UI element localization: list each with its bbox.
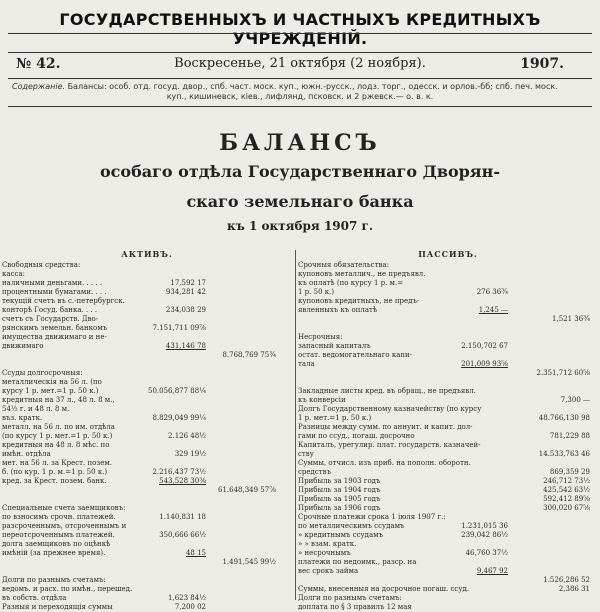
ledger-row-label: Свободныя средства: (2, 261, 81, 269)
ledger-row-label: по взносимъ срочн. платежей. (2, 513, 116, 521)
ledger-row-label: касса: (2, 270, 25, 278)
ledger-row-label: ведомъ. и расх. по имѣн., перешед. (2, 585, 133, 593)
ledger-row-total: 7,300 — (560, 396, 590, 404)
ledger-row (2, 540, 292, 549)
ledger-row-label: имѣн. отдѣла (2, 450, 51, 458)
ledger-row-label: металлическія на 56 л. (по (2, 378, 102, 386)
ledger-row (2, 342, 292, 351)
ledger-row (298, 378, 598, 387)
ledger-row-amount: 9,467 92 (476, 567, 508, 575)
ledger-row-label: Прибыль за 1905 годъ (298, 495, 381, 503)
ledger-row (2, 468, 292, 477)
ledger-row (298, 459, 598, 468)
ledger-row (298, 315, 598, 324)
ledger-row-label: ству (298, 450, 314, 458)
ledger-row (298, 360, 598, 369)
ledger-row (298, 441, 598, 450)
balance-subtitle-1: особаго отдѣла Государственнаго Дворян- (100, 162, 500, 181)
ledger-row (2, 594, 292, 603)
ledger-row-label: 54½ г. и 48 л. 8 м. (2, 405, 70, 413)
ledger-row-label: движимаго (2, 342, 44, 350)
contents-rule (8, 106, 592, 107)
ledger-row-amount: 431,146 78 (165, 342, 206, 350)
ledger-row (298, 486, 598, 495)
ledger-row (2, 477, 292, 486)
ledger-row (2, 270, 292, 279)
ledger-row (2, 333, 292, 342)
passiv-heading: ПАССИВЪ. (418, 249, 478, 259)
ledger-row-label: доплата по § 3 правилъ 12 мая (298, 603, 412, 611)
ledger-row (2, 279, 292, 288)
ledger-row-label: Суммы, внесенныя на досрочное погаш. ссуд. (298, 585, 469, 593)
ledger-row (298, 342, 598, 351)
aktiv-heading: АКТИВЪ. (121, 249, 173, 259)
ledger-row (298, 432, 598, 441)
ledger-row (298, 558, 598, 567)
contents-text-2: куп., кишиневск, кіев., лифлянд, псковск. и 2 ржевск.— о. в. к. (166, 92, 434, 101)
ledger-row (298, 513, 598, 522)
ledger-row (2, 378, 292, 387)
ledger-row (2, 459, 292, 468)
header-rule-top (8, 33, 592, 34)
balance-subtitle-2: скаго земельнаго банка (186, 192, 414, 211)
ledger-row (298, 306, 598, 315)
ledger-row-label: купоновъ металлич., не предъявл. (298, 270, 426, 278)
ledger-row (298, 468, 598, 477)
ledger-row (298, 279, 598, 288)
issue-date: Воскресенье, 21 октября (2 ноября). (174, 56, 426, 71)
ledger-row (298, 351, 598, 360)
ledger-row-label: кредитныя на 48 л. 8 мѣс. по (2, 441, 110, 449)
ledger-row-label: Ссуды долгосрочныя: (2, 369, 83, 377)
ledger-row-label: переотсроченнымъ платежей. (2, 531, 115, 539)
ledger-row-total: 425,542 63½ (543, 486, 590, 494)
ledger-row (298, 549, 598, 558)
ledger-row-total: 48.766,130 98 (538, 414, 590, 422)
ledger-row-label: конторѣ Госуд. банка. . . . (2, 306, 98, 314)
ledger-row-total: 1,521 36¾ (552, 315, 590, 323)
ledger-row-label: б. (по кур. 1 р. м.=1 р. 50 к.) (2, 468, 108, 476)
ledger-row-label: платежи по недоимк., разср. на (298, 558, 417, 566)
ledger-row-total: 300,020 67⅝ (543, 504, 590, 512)
ledger-row-label: Прибыль за 1904 годъ (298, 486, 381, 494)
ledger-row-amount: 46,760 37½ (465, 549, 508, 557)
ledger-row (298, 270, 598, 279)
ledger-row (2, 369, 292, 378)
ledger-row (2, 261, 292, 270)
ledger-row (2, 297, 292, 306)
ledger-row-label: курсу 1 р. мет.=1 р. 50 к.) (2, 387, 99, 395)
ledger-row-label: рянскимъ земельн. банкомъ (2, 324, 108, 332)
ledger-row-label: имущества движимаго и не- (2, 333, 107, 341)
ledger-row-label: имѣній (за прежнее время). (2, 549, 106, 557)
ledger-row (2, 549, 292, 558)
ledger-row-amount: 8.829,049 99¼ (152, 414, 206, 422)
ledger-row (2, 396, 292, 405)
ledger-row-label: (по курсу 1 р. мет.=1 р. 50 к.) (2, 432, 113, 440)
balance-date: къ 1 октября 1907 г. (226, 219, 374, 233)
ledger-row (298, 576, 598, 585)
ledger-row-label: вес срокъ займа (298, 567, 359, 575)
ledger-row-label: процентными бумагами. . . . (2, 288, 107, 296)
ledger-row-label: тала (298, 360, 315, 368)
ledger-row-label: Долги по разнымъ счетамъ: (2, 576, 106, 584)
ledger-row-label: долга заемщиковъ по оцѣнкѣ (2, 540, 111, 548)
ledger-row (2, 522, 292, 531)
ledger-row-label: кредитныя на 37 л., 48 л. 8 м., (2, 396, 115, 404)
contents-note (12, 82, 588, 102)
ledger-row-label: Разныя и переходящія суммы (2, 603, 113, 611)
ledger-row (2, 324, 292, 333)
ledger-row-total: 592,412 89⅝ (543, 495, 590, 503)
ledger-row-total: 61.648,349 57⅞ (218, 486, 276, 494)
ledger-row-label: Капиталъ, урегулир. плат. государств. казначей- (298, 441, 481, 449)
ledger-row-label: 1 р. 50 к.) (298, 288, 335, 296)
ledger-row (298, 324, 598, 333)
ledger-row-total: 869,359 29 (549, 468, 590, 476)
ledger-row (2, 531, 292, 540)
ledger-row-label: къ оплатѣ (по курсу 1 р. м.= (298, 279, 404, 287)
ledger-row (298, 396, 598, 405)
ledger-row-label: мет. на 56 л. за Крест. позем. (2, 459, 113, 467)
ledger-row-label: Прибыль за 1906 годъ (298, 504, 381, 512)
ledger-row (2, 288, 292, 297)
ledger-row (2, 504, 292, 513)
ledger-row-label: » несрочнымъ (298, 549, 351, 557)
ledger-row-label: » кредитнымъ ссудамъ (298, 531, 384, 539)
ledger-row (2, 495, 292, 504)
ledger-row (2, 423, 292, 432)
ledger-row-label: запасный капиталъ (298, 342, 371, 350)
ledger-row-label: » » взам. кратк. (298, 540, 357, 548)
ledger-row-label: текущій счетъ въ с.-петербургск. (2, 297, 125, 305)
ledger-row-amount: 329 19½ (174, 450, 206, 458)
ledger-row-amount: 543,528 30⅜ (159, 477, 206, 485)
ledger-row-label: Несрочныя: (298, 333, 343, 341)
ledger-row-amount: 201,009 93⅝ (461, 360, 508, 368)
ledger-row-label: въ собств. отдѣла (2, 594, 67, 602)
ledger-row-label: Специальные счета заемщиковъ: (2, 504, 126, 512)
ledger-row (298, 297, 598, 306)
ledger-row-label: купоновъ кредитныхъ, не предъ- (298, 297, 420, 305)
ledger-row-total: 781,229 88 (549, 432, 590, 440)
ledger-row (298, 603, 598, 612)
ledger-row (2, 603, 292, 612)
ledger-row (2, 576, 292, 585)
issue-number: № 42. (16, 56, 61, 72)
ledger-row-total: 8.768,769 75¾ (222, 351, 276, 359)
ledger-row (298, 540, 598, 549)
ledger-row-label: металл. на 56 л. по им. отдѣла (2, 423, 115, 431)
ledger-row-label: Закладные листы кред. въ обращ., не предъявл. (298, 387, 476, 395)
issue-rule (8, 78, 592, 79)
ledger-row-amount: 17,592 17 (170, 279, 206, 287)
ledger-row-label: явленныхъ къ оплатѣ (298, 306, 378, 314)
newspaper-header-title: ГОСУДАРСТВЕННЫХЪ И ЧАСТНЫХЪ КРЕДИТНЫХЪ УЧРЕЖДЕНІЙ. (59, 10, 541, 48)
ledger-row-amount: 7,200 02 (174, 603, 206, 611)
ledger-row-amount: 2.126 48½ (168, 432, 206, 440)
ledger-row (2, 387, 292, 396)
aktiv-column (2, 249, 292, 611)
ledger-row (2, 315, 292, 324)
ledger-row-amount: 276 36¾ (476, 288, 508, 296)
ledger-row-label: 1 р. мет.=1 р. 50 к.) (298, 414, 372, 422)
ledger-row (2, 567, 292, 576)
ledger-row-amount: 350,666 66½ (159, 531, 206, 539)
ledger-row (298, 585, 598, 594)
ledger-row-label: Прибыль за 1903 годъ (298, 477, 381, 485)
ledger-row (2, 450, 292, 459)
ledger-row-label: наличными деньгами. . . . . (2, 279, 103, 287)
ledger-row (298, 450, 598, 459)
ledger-row (298, 261, 598, 270)
ledger-row (298, 333, 598, 342)
ledger-row-label: Разницы между сумм. по аннуит. и капит. дол- (298, 423, 473, 431)
ledger-row (298, 423, 598, 432)
issue-row (16, 56, 584, 74)
passiv-rows (298, 261, 598, 612)
ledger-row-total: 2.351,712 60⅝ (536, 369, 590, 377)
header-rule-mid (8, 52, 592, 53)
ledger-row (298, 594, 598, 603)
aktiv-rows (2, 261, 292, 612)
ledger-row-amount: 1.140,831 18 (159, 513, 206, 521)
ledger-row (2, 441, 292, 450)
ledger-row-amount: 50.056,877 88¼ (148, 387, 206, 395)
ledger-row-total: 1.491,545 99½ (222, 558, 276, 566)
ledger-row-total: 14.533,763 46 (538, 450, 590, 458)
ledger-row-amount: 239,042 86½ (461, 531, 508, 539)
ledger-row-label: счетъ съ Государств. Дво- (2, 315, 99, 323)
ledger-row (2, 360, 292, 369)
ledger-row (2, 351, 292, 360)
ledger-row (298, 495, 598, 504)
ledger-row (2, 513, 292, 522)
ledger-row (298, 369, 598, 378)
ledger-row-amount: 1.231,015 36 (461, 522, 508, 530)
ledger-row-label: къ конверсіи (298, 396, 346, 404)
contents-label: Содержаніе. (12, 82, 66, 91)
ledger-row-label: Долги по разнымъ счетамъ: (298, 594, 402, 602)
balance-title-block (0, 130, 600, 236)
ledger-row-amount: 934,281 42 (165, 288, 206, 296)
column-divider (295, 250, 296, 600)
ledger-row-total: 1.526,286 52 (543, 576, 590, 584)
ledger-row (2, 405, 292, 414)
ledger-row (298, 477, 598, 486)
ledger-row-label: гами по ссуд., погаш. досрочно (298, 432, 415, 440)
ledger-row (298, 405, 598, 414)
ledger-row (2, 414, 292, 423)
ledger-row-amount: 7.151,711 09⅞ (152, 324, 206, 332)
ledger-row-label: Суммы, отчисл. изъ приб. на пополн. оборотн. (298, 459, 471, 467)
ledger-row (298, 531, 598, 540)
ledger-row-amount: 2.150,702 67 (461, 342, 508, 350)
ledger-row (298, 504, 598, 513)
ledger-row-label: Срочныя обязательства: (298, 261, 389, 269)
balance-title: БАЛАНСЪ (219, 130, 381, 156)
ledger-row (2, 486, 292, 495)
ledger-row-amount: 234,038 29 (165, 306, 206, 314)
ledger-row (2, 558, 292, 567)
ledger-row-amount: 2.216,437 73½ (152, 468, 206, 476)
ledger-row-amount: 1,245 — (478, 306, 508, 314)
ledger-row-label: разсроченнымъ, отсроченнымъ и (2, 522, 127, 530)
contents-text-1: Балансы: особ. отд. госуд. двор., спб. част. моск. куп., южн.-русск., лодз. торг., одесск. и орлов.-бб; спб. печ. моск. (67, 82, 558, 91)
ledger-row (298, 522, 598, 531)
ledger-row-label: по металлическимъ ссудамъ (298, 522, 405, 530)
ledger-row-label: Срочные платежи срока 1 іюля 1907 г.: (298, 513, 446, 521)
ledger-row-total: 246,712 73½ (543, 477, 590, 485)
ledger-row-label: кред. за Крест. позем. банк. (2, 477, 107, 485)
passiv-column (298, 249, 598, 611)
ledger-row-label: остат. ведомогательнаго капи- (298, 351, 413, 359)
ledger-row (2, 432, 292, 441)
issue-year: 1907. (520, 56, 564, 72)
ledger-row-total: 2,386 31 (558, 585, 590, 593)
ledger-row (298, 387, 598, 396)
ledger-row-amount: 1,623 84½ (168, 594, 206, 602)
ledger-row (298, 414, 598, 423)
ledger-row-label: въз. кратк. (2, 414, 43, 422)
ledger-row-label: Долгъ Государственному казначейству (по курсу (298, 405, 482, 413)
ledger-row-amount: 48 15 (185, 549, 206, 557)
ledger-row (298, 567, 598, 576)
ledger-row (298, 288, 598, 297)
ledger-row-label: средствъ (298, 468, 332, 476)
ledger-row (2, 306, 292, 315)
ledger-row (2, 585, 292, 594)
